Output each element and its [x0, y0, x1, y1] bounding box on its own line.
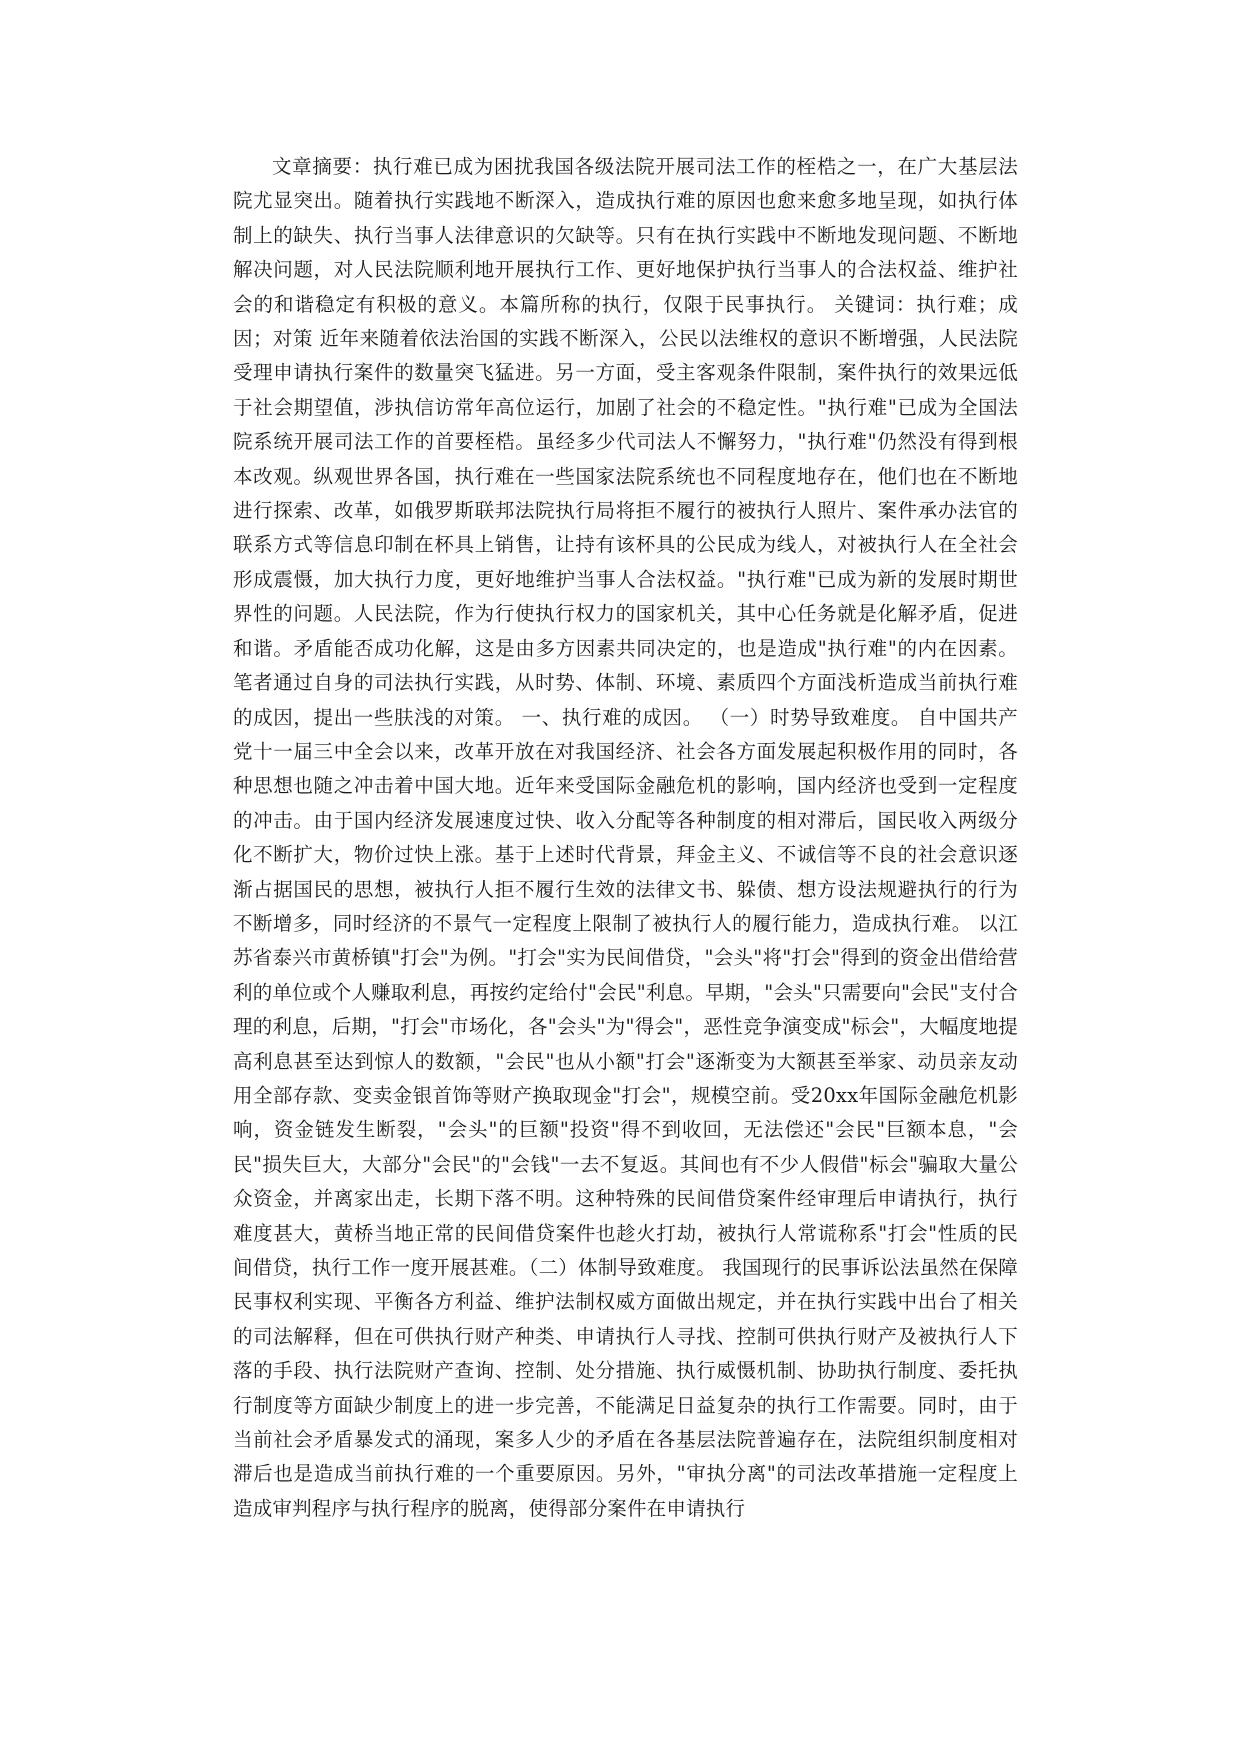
article-body-text: 文章摘要：执行难已成为困扰我国各级法院开展司法工作的桎梏之一，在广大基层法院尤显突出。随着执行实践地不断深入，造成执行难的原因也愈来愈多地呈现，如执行体制上的缺失、执行当事人法律意识的欠缺等。只有在执行实践中不断地发现问题、不断地解决问题，对人民法院顺利地开展执行工作、更好地保护执行当事人的合法权益、维护社会的和谐稳定有积极的意义。本篇所称的执行，仅限于民事执行。 关键词：执行难；成因；对策 近年来随着依法治国的实践不断深入，公民以法维权的意识不断增强，人民法院受理申请执行案件的数量突飞猛进。另一方面，受主客观条件限制，案件执行的效果远低于社会期望值，涉执信访常年高位运行，加剧了社会的不稳定性。"执行难"已成为全国法院系统开展司法工作的首要桎梏。虽经多少代司法人不懈努力，"执行难"仍然没有得到根本改观。纵观世界各国，执行难在一些国家法院系统也不同程度地存在，他们也在不断地进行探索、改革，如俄罗斯联邦法院执行局将拒不履行的被执行人照片、案件承办法官的联系方式等信息印制在杯具上销售，让持有该杯具的公民成为线人，对被执行人在全社会形成震慑，加大执行力度，更好地维护当事人合法权益。"执行难"已成为新的发展时期世界性的问题。人民法院，作为行使执行权力的国家机关，其中心任务就是化解矛盾，促进和谐。矛盾能否成功化解，这是由多方因素共同决定的，也是造成"执行难"的内在因素。笔者通过自身的司法执行实践，从时势、体制、环境、素质四个方面浅析造成当前执行难的成因，提出一些肤浅的对策。 一、执行难的成因。 （一）时势导致难度。 自中国共产党十一届三中全会以来，改革开放在对我国经济、社会各方面发展起积极作用的同时，各种思想也随之冲击着中国大地。近年来受国际金融危机的影响，国内经济也受到一定程度的冲击。由于国内经济发展速度过快、收入分配等各种制度的相对滞后，国民收入两级分化不断扩大，物价过快上涨。基于上述时代背景，拜金主义、不诚信等不良的社会意识逐渐占据国民的思想，被执行人拒不履行生效的法律文书、躲债、想方设法规避执行的行为不断增多，同时经济的不景气一定程度上限制了被执行人的履行能力，造成执行难。 以江苏省泰兴市黄桥镇"打会"为例。"打会"实为民间借贷，"会头"将"打会"得到的资金出借给营利的单位或个人赚取利息，再按约定给付"会民"利息。早期，"会头"只需要向"会民"支付合理的利息，后期，"打会"市场化，各"会头"为"得会"，恶性竞争演变成"标会"，大幅度地提高利息甚至达到惊人的数额，"会民"也从小额"打会"逐渐变为大额甚至举家、动员亲友动用全部存款、变卖金银首饰等财产换取现金"打会"，规模空前。受20xx年国际金融危机影响，资金链发生断裂，"会头"的巨额"投资"得不到收回，无法偿还"会民"巨额本息，"会民"损失巨大，大部分"会民"的"会钱"一去不复返。其间也有不少人假借"标会"骗取大量公众资金，并离家出走，长期下落不明。这种特殊的民间借贷案件经审理后申请执行，执行难度甚大，黄桥当地正常的民间借贷案件也趁火打劫，被执行人常谎称系"打会"性质的民间借贷，执行工作一度开展甚难。（二）体制导致难度。 我国现行的民事诉讼法虽然在保障民事权利实现、平衡各方利益、维护法制权威方面做出规定，并在执行实践中出台了相关的司法解释，但在可供执行财产种类、申请执行人寻找、控制可供执行财产及被执行人下落的手段、执行法院财产查询、控制、处分措施、执行威慑机制、协助执行制度、委托执行制度等方面缺少制度上的进一步完善，不能满足日益复杂的执行工作需要。同时，由于当前社会矛盾暴发式的涌现，案多人少的矛盾在各基层法院普遍存在，法院组织制度相对滞后也是造成当前执行难的一个重要原因。另外，"审执分离"的司法改革措施一定程度上造成审判程序与执行程序的脱离，使得部分案件在申请执行	[233, 155, 1018, 1520]
